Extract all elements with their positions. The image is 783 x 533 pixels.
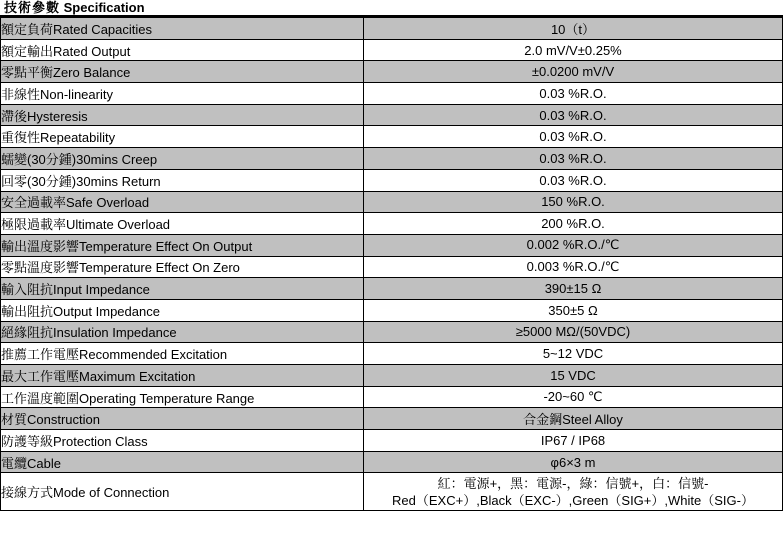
- param-cell: 絕緣阻抗Insulation Impedance: [1, 321, 364, 343]
- table-row: [1, 365, 783, 387]
- table-row: [1, 473, 783, 511]
- param-cell: 重復性Repeatability: [1, 126, 364, 148]
- value-cell: 0.03 %R.O.: [364, 126, 783, 148]
- param-cell: 工作溫度範圍Operating Temperature Range: [1, 386, 364, 408]
- value-cell: [364, 473, 783, 511]
- value-cell: ±0.0200 mV/V: [364, 61, 783, 83]
- value-cell: IP67 / IP68: [364, 430, 783, 452]
- value-cell: 0.002 %R.O./℃: [364, 234, 783, 256]
- param-cell: 材質Construction: [1, 408, 364, 430]
- table-row: [1, 386, 783, 408]
- param-cell: 輸入阻抗Input Impedance: [1, 278, 364, 300]
- table-row: [1, 61, 783, 83]
- value-cell: 10（t）: [364, 18, 783, 40]
- table-row: [1, 321, 783, 343]
- param-cell: 輸出溫度影響Temperature Effect On Output: [1, 234, 364, 256]
- table-row: [1, 191, 783, 213]
- param-cell: 零點平衡Zero Balance: [1, 61, 364, 83]
- param-cell: 最大工作電壓Maximum Excitation: [1, 365, 364, 387]
- value-cell: 15 VDC: [364, 365, 783, 387]
- table-row: [1, 234, 783, 256]
- table-row: [1, 104, 783, 126]
- value-cell: 350±5 Ω: [364, 299, 783, 321]
- value-cell: 合金鋼Steel Alloy: [364, 408, 783, 430]
- param-cell: 回零(30分鍾)30mins Return: [1, 169, 364, 191]
- value-cell: -20~60 ℃: [364, 386, 783, 408]
- page-title: [0, 0, 783, 17]
- value-cell: 5~12 VDC: [364, 343, 783, 365]
- param-cell: 極限過載率Ultimate Overload: [1, 213, 364, 235]
- param-cell: 推薦工作電壓Recommended Excitation: [1, 343, 364, 365]
- param-cell: 電纜Cable: [1, 451, 364, 473]
- value-cell: 390±15 Ω: [364, 278, 783, 300]
- param-cell: 滯後Hysteresis: [1, 104, 364, 126]
- value-cell: 0.03 %R.O.: [364, 169, 783, 191]
- value-cell: 150 %R.O.: [364, 191, 783, 213]
- param-cell: 零點溫度影響Temperature Effect On Zero: [1, 256, 364, 278]
- param-cell: 額定負荷Rated Capacities: [1, 18, 364, 40]
- table-row: [1, 343, 783, 365]
- value-line: 紅：電源+，黑：電源-，綠：信號+，白：信號-: [437, 475, 709, 491]
- param-cell: 蠕變(30分鍾)30mins Creep: [1, 148, 364, 170]
- value-cell: φ6×3 m: [364, 451, 783, 473]
- table-row: [1, 39, 783, 61]
- table-row: [1, 299, 783, 321]
- page-title-en: Specification: [63, 0, 145, 15]
- value-cell: 0.03 %R.O.: [364, 83, 783, 105]
- value-cell: 2.0 mV/V±0.25%: [364, 39, 783, 61]
- table-row: [1, 18, 783, 40]
- table-row: [1, 83, 783, 105]
- value-cell: 0.03 %R.O.: [364, 104, 783, 126]
- value-cell: 0.003 %R.O./℃: [364, 256, 783, 278]
- table-row: [1, 451, 783, 473]
- value-cell: ≥5000 MΩ/(50VDC): [364, 321, 783, 343]
- table-row: [1, 256, 783, 278]
- param-cell: 額定輸出Rated Output: [1, 39, 364, 61]
- param-cell: 防護等級Protection Class: [1, 430, 364, 452]
- table-row: [1, 430, 783, 452]
- param-cell: 接線方式Mode of Connection: [1, 473, 364, 511]
- table-row: [1, 278, 783, 300]
- page-title-zh: 技術參數: [4, 0, 61, 15]
- table-row: [1, 169, 783, 191]
- table-row: [1, 126, 783, 148]
- param-cell: 非線性Non-linearity: [1, 83, 364, 105]
- spec-table: [0, 17, 783, 511]
- param-cell: 輸出阻抗Output Impedance: [1, 299, 364, 321]
- table-row: [1, 148, 783, 170]
- value-cell: 200 %R.O.: [364, 213, 783, 235]
- table-row: [1, 408, 783, 430]
- table-row: [1, 213, 783, 235]
- value-line: Red（EXC+）,Black（EXC-）,Green（SIG+）,White（SIG-）: [392, 492, 754, 508]
- param-cell: 安全過載率Safe Overload: [1, 191, 364, 213]
- value-cell: 0.03 %R.O.: [364, 148, 783, 170]
